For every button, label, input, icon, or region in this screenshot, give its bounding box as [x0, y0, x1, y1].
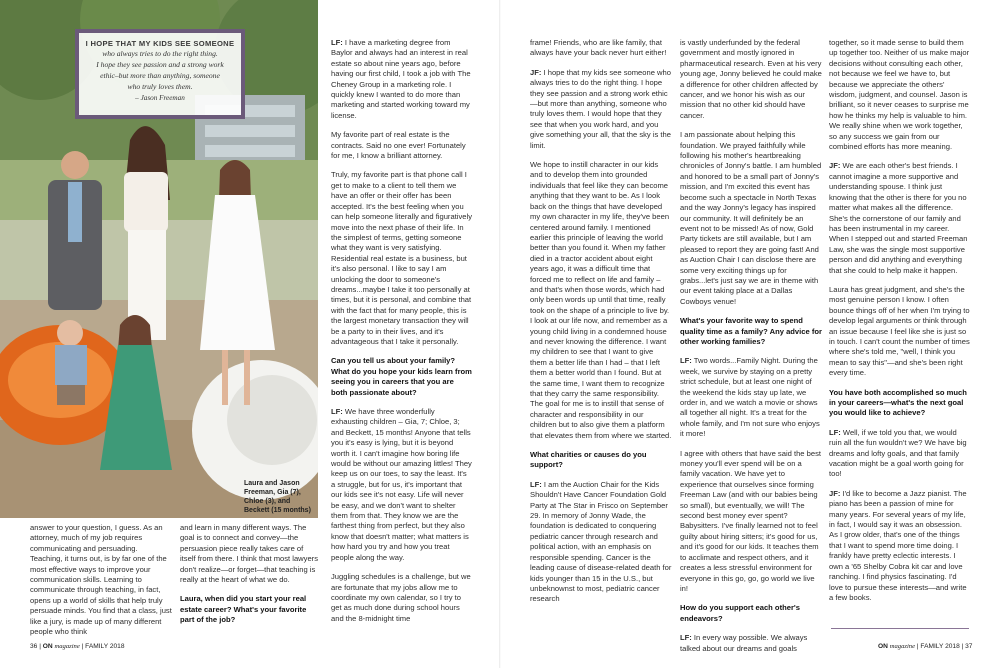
footer-divider [831, 628, 969, 629]
pull-quote-line: ethic–but more than anything, someone [100, 71, 220, 80]
body-paragraph: I am passionate about helping this foundation. We prayed faithfully while following his mother's heartbreaking chronicles of Jonny's battle. I am humbled and honored to be a small part of Jonny's mission, and I'm excited this event has become such a spectacle in North Texas and the way Jonny's legacy has inspired our community. It will definitely be an event not to be missed! As of now, Gold Party tickets are still available, but I am pleased to report they are going fast! And as Auction Chair I can disclose there are some very exciting things up for grabs...let's just say we are in theme with our event taking place at a Dallas Cowboys venue! [680, 130, 822, 306]
interview-question: What's your favorite way to spend quality time as a family? Any advice for other working families? [680, 316, 822, 346]
photo-caption [244, 479, 314, 515]
body-paragraph [331, 407, 472, 563]
column-1 [30, 523, 172, 646]
body-paragraph: Laura has great judgment, and she's the most genuine person I know. I often bounce things off of her when I'm trying to develop legal arguments or think through an issue because I feel like she is just so in touch. I can't count the number of times where she's told me, "well, I think you mean to say this"—and she's been right every time. [829, 284, 970, 378]
body-paragraph: is vastly underfunded by the federal government and mostly ignored in pharmaceutical research. Even at his very young age, Jonny believed he could make a difference for other children affected by cancer, and we honor his wish as our mission that no other kid should have cancer. [680, 38, 822, 120]
interview-question: You have both accomplished so much in your careers—what's the next goal you would like to achieve? [829, 387, 967, 418]
speaker-initials: LF: [829, 427, 841, 437]
page-spine [499, 0, 501, 668]
pull-quote-heading: I HOPE THAT MY KIDS SEE SOMEONE [85, 39, 235, 48]
paragraph-text: Well, if we told you that, we would ruin all the fun wouldn't we? We have big dreams and lofty goals, and that family vacation might be a goal worth going for too! [829, 427, 967, 479]
speaker-initials: JF: [530, 67, 542, 77]
interview-question: Can you tell us about your family? What do you hope your kids learn from seeing you in careers that you are both passionate about? [331, 356, 472, 397]
paragraph-text: We are each other's best friends. I cannot imagine a more supportive and understanding spouse. I think just knowing that the other is there for you no matter what makes all the difference. She's the cornerstone of our family and has been instrumental in my career. When I stepped out and started Freeman Law, she was the single most supportive person and did anything and everything that she could to help make it happen. [829, 161, 968, 275]
body-paragraph [331, 38, 472, 121]
column-3 [331, 38, 472, 633]
pull-quote-line: who truly loves them. [127, 82, 193, 91]
pull-quote [75, 29, 245, 119]
magazine-word: magazine [54, 643, 80, 650]
footer-separator: | [39, 643, 41, 650]
body-paragraph: We hope to instill character in our kids and to develop them into grounded individuals that feel like they can become anything that they want to be. As I look back on the things that have developed my own character in my life, they've been centered around family. I mentioned earlier this principle of leaving the world better than you found it. When my father died in a tractor accident about eight years ago, it was a difficult time that forced me to reflect on life and family – and that's when those words, which had only been words up until that time, really took on the shape of a principle to live by. I look at our life now, and remember as a young child living in a condemned house and never knowing the difference. I want my children to see that I want to give them a better life than I had – that I left them a better world than I found. But at the same time, I want them to recognize that they carry the same responsibility. The goal for me is to instill that sense of character and responsibility in our children but to also give them a platform that elevates them from where we started. [530, 160, 672, 440]
paragraph-text: Two words...Family Night. During the week, we survive by staying on a pretty strict schedule, but at least one night of the weekend the kids stay up late, we order in, and we watch a movie or shows all together all night. It's a treat for the whole family, and I'm not sure who enjoys it more! [680, 356, 820, 439]
issue-label: | FAMILY 2018 [81, 643, 125, 650]
body-paragraph: answer to your question, I guess. As an attorney, much of my job requires communicating and persuading. Teaching, it turns out, is by far one of the most effective ways to improve your communication skills. Learning to communicate through teaching, in fact, opens up a world of skills that help truly persuade minds. You find that a class, just like a jury, is made up of many different people who think [30, 523, 172, 637]
body-paragraph [829, 489, 971, 603]
footer-right [878, 643, 972, 650]
paragraph-text: We have three wonderfully exhausting children – Gia, 7; Chloe, 3; and Beckett, 15 months! Anyone that tells you it's easy is lying, but it is beyond worth it. I can't imagine how boring life would be without our amazing littles! They keep us on our toes, to say the least. It's a struggle, but for us, it's important that our kids see it's not easy. Life will never be easy, and we don't want to shelter them from that. They know we are the farthest thing from perfect, but they also know that doesn't matter; what matters is how hard you try and how you treat people along the way. [331, 407, 472, 562]
pull-quote-line: I hope they see passion and a strong work [96, 60, 224, 69]
body-paragraph: together, so it made sense to build them up together too. Neither of us make major decisions without consulting each other, not because we feel we have to, but because we appreciate the others' wisdom, judgment, and counsel. Jason is brilliant, so it never ceases to surprise me how he thinks my help is valuable to him. We really shine when we work together, so any success we gain from our combined efforts has more meaning. [829, 38, 970, 152]
pull-quote-attribution: – Jason Freeman [135, 94, 185, 102]
body-paragraph [829, 161, 971, 275]
page-number: 37 [965, 643, 973, 650]
photo-caption-line: Laura and Jason [244, 480, 300, 487]
body-paragraph [680, 633, 822, 654]
column-2 [180, 523, 318, 635]
paragraph-text: In every way possible. We always talked about our dreams and goals [680, 633, 808, 653]
body-paragraph [829, 428, 971, 480]
body-paragraph: I agree with others that have said the best money you'll ever spend will be on a family vacation. We have yet to experience that ourselves since forming Freeman Law (and with our babies being so small), but eventually, we will! The second best money ever spent? Babysitters. I've finally learned not to feel guilty about hiring sitters; it's good for us, and it's good for our kids. It teaches them to acclimate and respect others, and it creates a less stressful environment for everyone in this go, go, go world we live in! [680, 448, 821, 593]
body-paragraph: Truly, my favorite part is that phone call I get to make to a client to tell them we have an offer or their offer has been accepted. It's the best feeling when you can help someone literally and figuratively move into the next phase of their life. In the simplest of terms, getting someone what they want is very satisfying. Residential real estate is a business, but it's also personal. I like to say I am unlocking the door to someone's dreams...maybe I take it too personally at times, but it is personal, and combine that with the fact that for many people, this is the largest monetary transaction they will be a party to in their lives, and it's advantageous that I take it personally. [331, 170, 472, 346]
speaker-initials: LF: [530, 479, 542, 489]
body-paragraph: Juggling schedules is a challenge, but we are fortunate that my jobs allow me to coordinate my own calendar, so I try to get as much done during school hours and the 8-midnight time [331, 572, 471, 623]
column-4 [530, 38, 672, 614]
paragraph-text: I hope that my kids see someone who always tries to do the right thing. I hope they see passion and a strong work ethic—but more than anything, someone who truly loves them. I would hope that they see that when you work hard, and you give something your all, that the sky is the limit. [530, 67, 671, 150]
speaker-initials: LF: [680, 633, 692, 643]
issue-label: | FAMILY 2018 | [916, 643, 964, 650]
column-6 [829, 38, 971, 612]
photo-caption-line: Chloe (3), and [244, 498, 291, 505]
column-5 [680, 38, 822, 663]
body-paragraph [680, 356, 822, 439]
body-paragraph: frame! Friends, who are like family, that always have your back never hurt either! [530, 38, 667, 58]
speaker-initials: JF: [829, 488, 841, 498]
speaker-initials: LF: [331, 407, 343, 416]
footer-left [30, 643, 125, 650]
paragraph-text: I am the Auction Chair for the Kids Shouldn't Have Cancer Foundation Gold Party at The Star in Frisco on September 29. In memory of Jonny Wade, the foundation is dedicated to conquering pediatric cancer through research and political action, with an emphasis on responsible spending. Cancer is the leading cause of disease-related death for kids younger than 15 in the U.S., but unbeknownst to most, pediatric cancer research [530, 479, 672, 604]
interview-question: What charities or causes do you support? [530, 450, 647, 470]
body-paragraph [530, 68, 672, 151]
page-number: 36 [30, 643, 38, 650]
paragraph-text: I'd like to become a Jazz pianist. The piano has been a passion of mine for many years. For several years of my life, in fact, I would say it was an obsession. As I grow older, that's one of the things that I want to spend more time doing. I frankly have pretty eclectic interests. I own a '65 Shelby Cobra kit car and love ranching. I find physics fascinating. I'd love to pursue these interests—and write a few books. [829, 488, 967, 602]
magazine-brand: ON [878, 643, 888, 650]
body-paragraph: and learn in many different ways. The goal is to connect and convey—the persuasion piece really takes care of itself from there. I think that most lawyers don't realize—or forget—that teaching is really at the heart of what we do. [180, 523, 319, 585]
magazine-word: magazine [889, 643, 916, 650]
speaker-initials: LF: [331, 38, 343, 47]
speaker-initials: JF: [829, 161, 841, 171]
magazine-brand: ON [42, 643, 53, 650]
photo-caption-line: Beckett (15 months) [244, 507, 311, 514]
paragraph-text: I have a marketing degree from Baylor and always had an interest in real estate so about nine years ago, before having our first child, I took a job with The Cheney Group in a marketing role. I quickly knew I wanted to do more than marketing and started working toward my license. [331, 38, 471, 120]
interview-question: Laura, when did you start your real estate career? What's your favorite part of the job? [180, 594, 307, 625]
speaker-initials: LF: [680, 356, 692, 366]
body-paragraph: My favorite part of real estate is the contracts. Said no one ever! Fortunately for me, I know a brilliant attorney. [331, 130, 466, 161]
body-paragraph [530, 480, 672, 605]
photo-caption-line: Freeman, Gia (7), [244, 489, 301, 496]
pull-quote-line: who always tries to do the right thing. [102, 49, 218, 58]
interview-question: How do you support each other's endeavors? [680, 603, 800, 623]
